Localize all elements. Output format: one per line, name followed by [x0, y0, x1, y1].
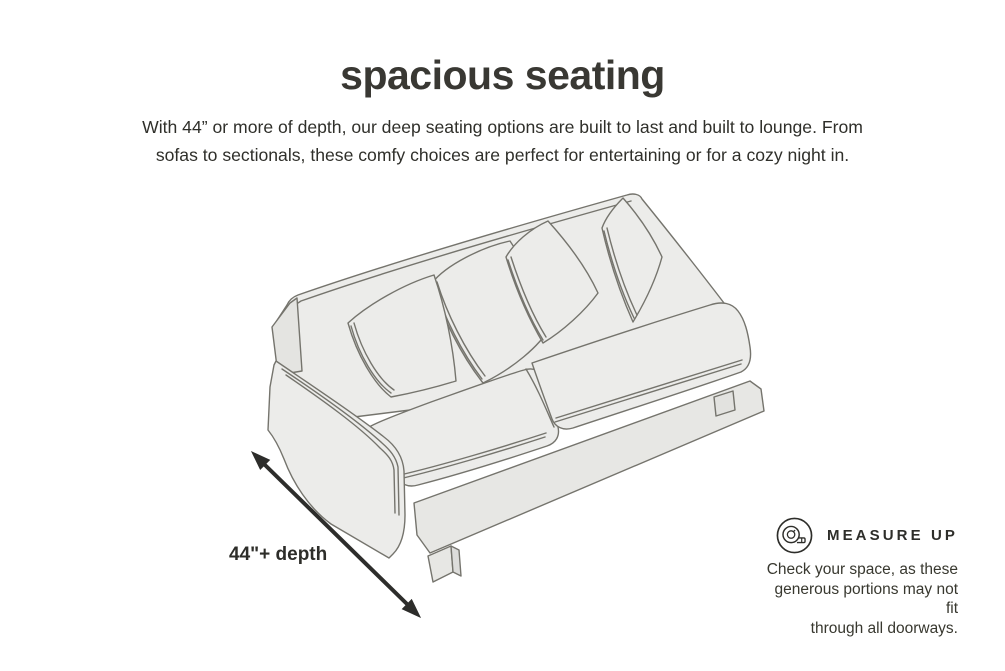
- intro-line-1: With 44” or more of depth, our deep seating options are built to last and built to lounge. From: [142, 117, 863, 137]
- sofa-foot-front-side: [451, 546, 461, 576]
- sofa-illustration: [190, 185, 790, 645]
- measure-up-line-2: generous portions may not fit: [774, 580, 958, 617]
- page-title: spacious seating: [340, 52, 665, 98]
- measure-up-line-1: Check your space, as these: [766, 561, 958, 578]
- intro-line-2: sofas to sectionals, these comfy choices are perfect for entertaining or for a cozy night in.: [155, 144, 850, 165]
- measure-up-heading: MEASURE UP: [826, 526, 958, 544]
- measure-up-text: [762, 560, 958, 638]
- sofa-line-drawing: [190, 185, 790, 645]
- intro-paragraph: [0, 114, 1005, 169]
- measure-tape-icon: [775, 516, 814, 555]
- depth-dimension-label: 44"+ depth: [229, 544, 328, 565]
- measure-up-line-3: through all doorways.: [810, 619, 958, 637]
- measure-up-section: [762, 515, 958, 638]
- measure-up-header: [762, 515, 958, 555]
